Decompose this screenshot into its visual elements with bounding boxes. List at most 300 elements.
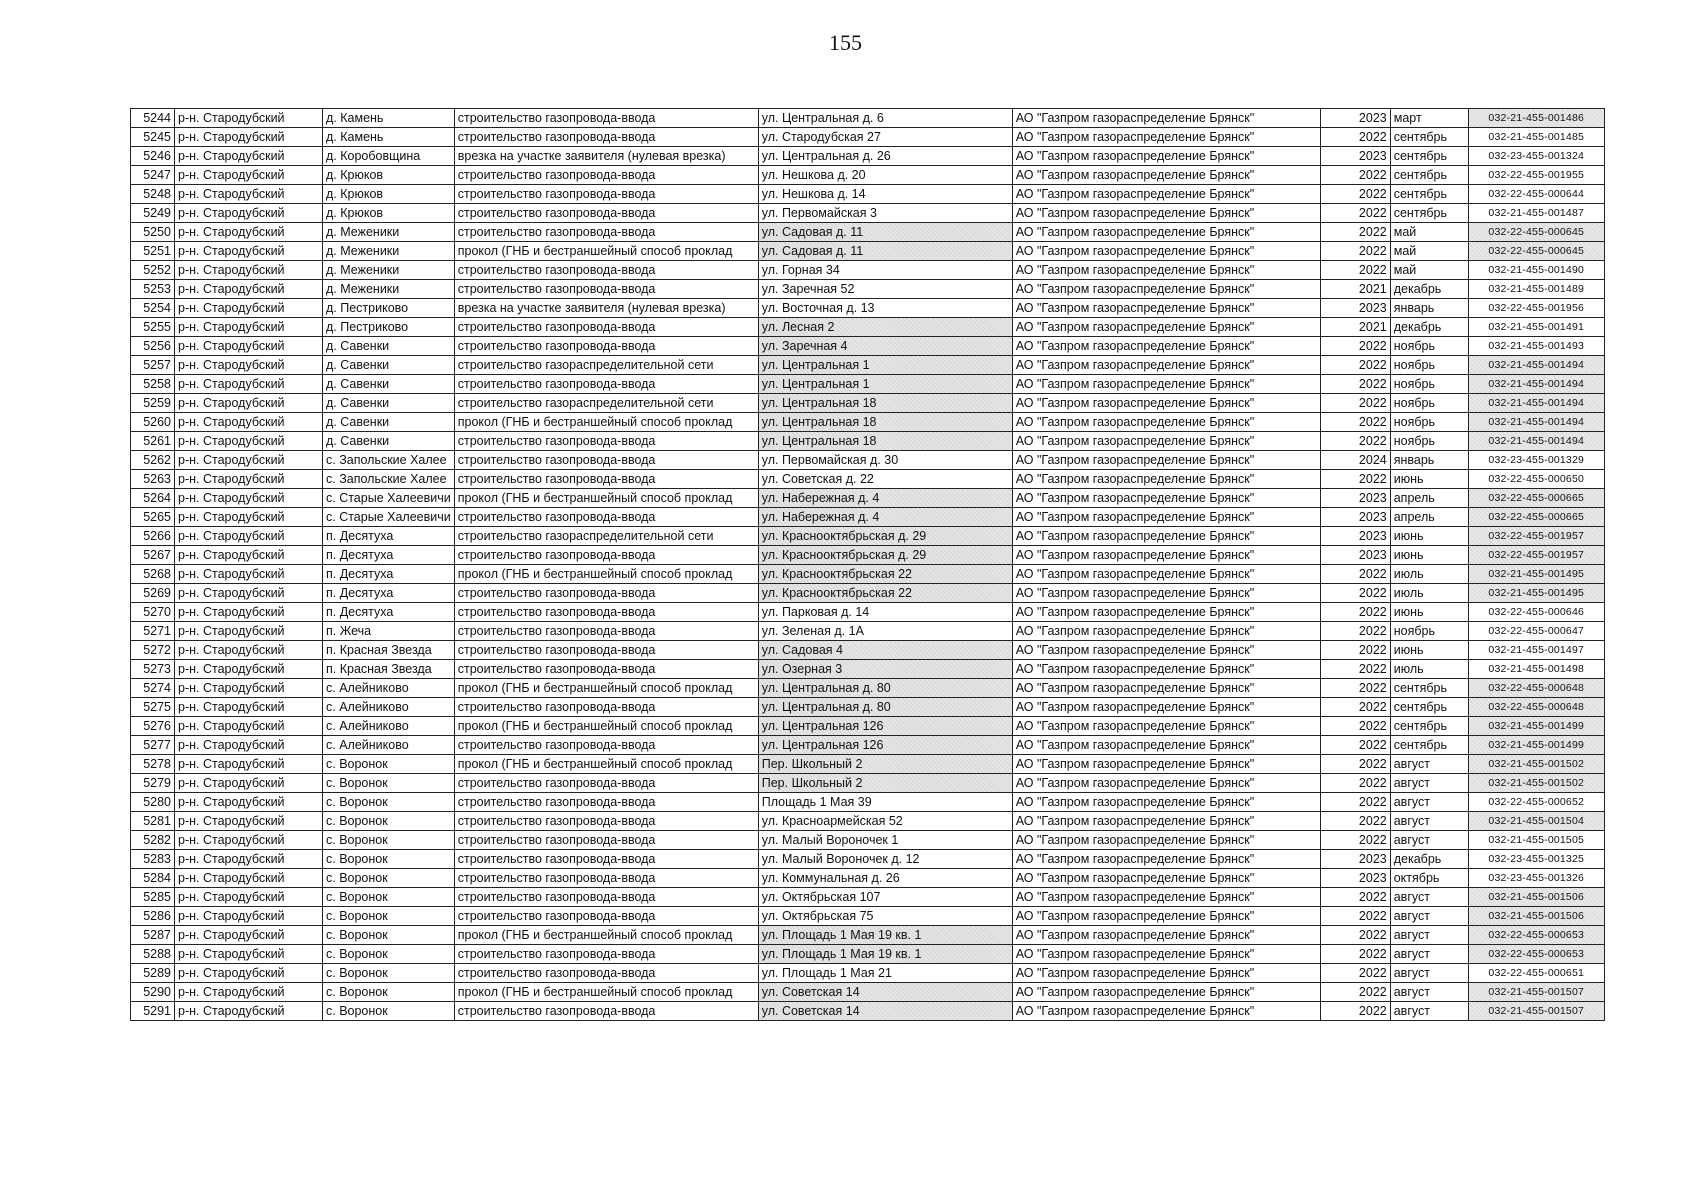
- organization-cell: АО "Газпром газораспределение Брянск": [1012, 888, 1320, 907]
- year-cell: 2022: [1320, 356, 1390, 375]
- locality-cell: с. Воронок: [323, 793, 455, 812]
- district-cell: р-н. Стародубский: [175, 698, 323, 717]
- work-type-cell: строительство газопровода-ввода: [454, 204, 758, 223]
- code-cell: 032-22-455-001957: [1468, 546, 1604, 565]
- district-cell: р-н. Стародубский: [175, 622, 323, 641]
- district-cell: р-н. Стародубский: [175, 223, 323, 242]
- month-cell: июль: [1390, 660, 1468, 679]
- district-cell: р-н. Стародубский: [175, 546, 323, 565]
- locality-cell: д. Меженики: [323, 223, 455, 242]
- district-cell: р-н. Стародубский: [175, 318, 323, 337]
- code-cell: 032-21-455-001507: [1468, 983, 1604, 1002]
- month-cell: ноябрь: [1390, 432, 1468, 451]
- table-row: [131, 755, 1605, 774]
- year-cell: 2022: [1320, 888, 1390, 907]
- locality-cell: п. Десятуха: [323, 546, 455, 565]
- code-cell: 032-21-455-001494: [1468, 394, 1604, 413]
- work-type-cell: прокол (ГНБ и бестраншейный способ проклад: [454, 926, 758, 945]
- month-cell: август: [1390, 926, 1468, 945]
- address-cell: ул. Центральная 18: [758, 432, 1012, 451]
- district-cell: р-н. Стародубский: [175, 470, 323, 489]
- code-cell: 032-22-455-000645: [1468, 223, 1604, 242]
- year-cell: 2022: [1320, 242, 1390, 261]
- work-type-cell: строительство газопровода-ввода: [454, 698, 758, 717]
- district-cell: р-н. Стародубский: [175, 717, 323, 736]
- organization-cell: АО "Газпром газораспределение Брянск": [1012, 584, 1320, 603]
- month-cell: июнь: [1390, 546, 1468, 565]
- year-cell: 2022: [1320, 755, 1390, 774]
- work-type-cell: строительство газопровода-ввода: [454, 223, 758, 242]
- address-cell: ул. Центральная д. 26: [758, 147, 1012, 166]
- code-cell: 032-22-455-000646: [1468, 603, 1604, 622]
- table-row: [131, 375, 1605, 394]
- year-cell: 2022: [1320, 831, 1390, 850]
- registry-table-wrapper: [130, 108, 1605, 1021]
- table-row: [131, 166, 1605, 185]
- row-number-cell: 5253: [131, 280, 175, 299]
- address-cell: ул. Озерная 3: [758, 660, 1012, 679]
- organization-cell: АО "Газпром газораспределение Брянск": [1012, 223, 1320, 242]
- row-number-cell: 5248: [131, 185, 175, 204]
- table-row: [131, 736, 1605, 755]
- month-cell: ноябрь: [1390, 356, 1468, 375]
- table-row: [131, 1002, 1605, 1021]
- code-cell: 032-21-455-001489: [1468, 280, 1604, 299]
- table-row: [131, 204, 1605, 223]
- district-cell: р-н. Стародубский: [175, 907, 323, 926]
- address-cell: Площадь 1 Мая 39: [758, 793, 1012, 812]
- row-number-cell: 5289: [131, 964, 175, 983]
- row-number-cell: 5269: [131, 584, 175, 603]
- code-cell: 032-22-455-000653: [1468, 945, 1604, 964]
- district-cell: р-н. Стародубский: [175, 584, 323, 603]
- district-cell: р-н. Стародубский: [175, 945, 323, 964]
- locality-cell: с. Воронок: [323, 983, 455, 1002]
- locality-cell: д. Савенки: [323, 394, 455, 413]
- locality-cell: д. Савенки: [323, 337, 455, 356]
- year-cell: 2021: [1320, 280, 1390, 299]
- address-cell: ул. Заречная 4: [758, 337, 1012, 356]
- organization-cell: АО "Газпром газораспределение Брянск": [1012, 812, 1320, 831]
- address-cell: ул. Центральная д. 80: [758, 698, 1012, 717]
- year-cell: 2023: [1320, 147, 1390, 166]
- month-cell: декабрь: [1390, 850, 1468, 869]
- table-row: [131, 432, 1605, 451]
- locality-cell: с. Воронок: [323, 907, 455, 926]
- organization-cell: АО "Газпром газораспределение Брянск": [1012, 679, 1320, 698]
- organization-cell: АО "Газпром газораспределение Брянск": [1012, 242, 1320, 261]
- organization-cell: АО "Газпром газораспределение Брянск": [1012, 660, 1320, 679]
- address-cell: ул. Первомайская 3: [758, 204, 1012, 223]
- district-cell: р-н. Стародубский: [175, 185, 323, 204]
- district-cell: р-н. Стародубский: [175, 831, 323, 850]
- district-cell: р-н. Стародубский: [175, 413, 323, 432]
- organization-cell: АО "Газпром газораспределение Брянск": [1012, 793, 1320, 812]
- address-cell: ул. Центральная 1: [758, 375, 1012, 394]
- locality-cell: д. Камень: [323, 128, 455, 147]
- district-cell: р-н. Стародубский: [175, 128, 323, 147]
- row-number-cell: 5287: [131, 926, 175, 945]
- district-cell: р-н. Стародубский: [175, 508, 323, 527]
- month-cell: сентябрь: [1390, 204, 1468, 223]
- table-row: [131, 299, 1605, 318]
- row-number-cell: 5281: [131, 812, 175, 831]
- year-cell: 2022: [1320, 204, 1390, 223]
- work-type-cell: строительство газопровода-ввода: [454, 831, 758, 850]
- table-row: [131, 660, 1605, 679]
- work-type-cell: строительство газопровода-ввода: [454, 812, 758, 831]
- month-cell: август: [1390, 983, 1468, 1002]
- organization-cell: АО "Газпром газораспределение Брянск": [1012, 261, 1320, 280]
- month-cell: август: [1390, 831, 1468, 850]
- code-cell: 032-22-455-001956: [1468, 299, 1604, 318]
- locality-cell: д. Крюков: [323, 185, 455, 204]
- organization-cell: АО "Газпром газораспределение Брянск": [1012, 185, 1320, 204]
- locality-cell: д. Савенки: [323, 432, 455, 451]
- year-cell: 2022: [1320, 584, 1390, 603]
- registry-table: [130, 108, 1605, 1021]
- month-cell: ноябрь: [1390, 413, 1468, 432]
- district-cell: р-н. Стародубский: [175, 147, 323, 166]
- address-cell: ул. Зеленая д. 1А: [758, 622, 1012, 641]
- address-cell: ул. Октябрьская 107: [758, 888, 1012, 907]
- locality-cell: п. Десятуха: [323, 584, 455, 603]
- organization-cell: АО "Газпром газораспределение Брянск": [1012, 850, 1320, 869]
- work-type-cell: прокол (ГНБ и бестраншейный способ проклад: [454, 489, 758, 508]
- organization-cell: АО "Газпром газораспределение Брянск": [1012, 736, 1320, 755]
- year-cell: 2022: [1320, 603, 1390, 622]
- code-cell: 032-22-455-000652: [1468, 793, 1604, 812]
- table-row: [131, 679, 1605, 698]
- row-number-cell: 5266: [131, 527, 175, 546]
- organization-cell: АО "Газпром газораспределение Брянск": [1012, 508, 1320, 527]
- district-cell: р-н. Стародубский: [175, 641, 323, 660]
- district-cell: р-н. Стародубский: [175, 489, 323, 508]
- address-cell: ул. Парковая д. 14: [758, 603, 1012, 622]
- work-type-cell: строительство газораспределительной сети: [454, 394, 758, 413]
- district-cell: р-н. Стародубский: [175, 109, 323, 128]
- district-cell: р-н. Стародубский: [175, 242, 323, 261]
- organization-cell: АО "Газпром газораспределение Брянск": [1012, 394, 1320, 413]
- year-cell: 2024: [1320, 451, 1390, 470]
- table-row: [131, 337, 1605, 356]
- work-type-cell: строительство газопровода-ввода: [454, 736, 758, 755]
- row-number-cell: 5285: [131, 888, 175, 907]
- row-number-cell: 5280: [131, 793, 175, 812]
- locality-cell: д. Пестриково: [323, 318, 455, 337]
- address-cell: ул. Первомайская д. 30: [758, 451, 1012, 470]
- month-cell: август: [1390, 755, 1468, 774]
- code-cell: 032-23-455-001325: [1468, 850, 1604, 869]
- code-cell: 032-21-455-001506: [1468, 888, 1604, 907]
- code-cell: 032-21-455-001502: [1468, 774, 1604, 793]
- row-number-cell: 5276: [131, 717, 175, 736]
- locality-cell: д. Коробовщина: [323, 147, 455, 166]
- table-row: [131, 223, 1605, 242]
- table-row: [131, 565, 1605, 584]
- organization-cell: АО "Газпром газораспределение Брянск": [1012, 1002, 1320, 1021]
- month-cell: сентябрь: [1390, 185, 1468, 204]
- table-row: [131, 774, 1605, 793]
- table-body: [131, 109, 1605, 1021]
- month-cell: декабрь: [1390, 280, 1468, 299]
- code-cell: 032-22-455-000653: [1468, 926, 1604, 945]
- address-cell: ул. Горная 34: [758, 261, 1012, 280]
- row-number-cell: 5277: [131, 736, 175, 755]
- year-cell: 2022: [1320, 717, 1390, 736]
- district-cell: р-н. Стародубский: [175, 375, 323, 394]
- year-cell: 2022: [1320, 223, 1390, 242]
- organization-cell: АО "Газпром газораспределение Брянск": [1012, 356, 1320, 375]
- row-number-cell: 5261: [131, 432, 175, 451]
- year-cell: 2022: [1320, 470, 1390, 489]
- address-cell: ул. Краснооктябрьская д. 29: [758, 527, 1012, 546]
- locality-cell: п. Десятуха: [323, 527, 455, 546]
- code-cell: 032-21-455-001507: [1468, 1002, 1604, 1021]
- code-cell: 032-22-455-000644: [1468, 185, 1604, 204]
- locality-cell: д. Савенки: [323, 375, 455, 394]
- work-type-cell: строительство газопровода-ввода: [454, 888, 758, 907]
- table-row: [131, 641, 1605, 660]
- row-number-cell: 5288: [131, 945, 175, 964]
- organization-cell: АО "Газпром газораспределение Брянск": [1012, 109, 1320, 128]
- organization-cell: АО "Газпром газораспределение Брянск": [1012, 869, 1320, 888]
- code-cell: 032-23-455-001324: [1468, 147, 1604, 166]
- table-row: [131, 869, 1605, 888]
- address-cell: ул. Советская 14: [758, 1002, 1012, 1021]
- organization-cell: АО "Газпром газораспределение Брянск": [1012, 717, 1320, 736]
- row-number-cell: 5279: [131, 774, 175, 793]
- locality-cell: д. Савенки: [323, 356, 455, 375]
- locality-cell: д. Меженики: [323, 280, 455, 299]
- address-cell: ул. Центральная 126: [758, 717, 1012, 736]
- table-row: [131, 964, 1605, 983]
- month-cell: сентябрь: [1390, 679, 1468, 698]
- row-number-cell: 5245: [131, 128, 175, 147]
- code-cell: 032-22-455-000647: [1468, 622, 1604, 641]
- locality-cell: п. Красная Звезда: [323, 641, 455, 660]
- district-cell: р-н. Стародубский: [175, 812, 323, 831]
- year-cell: 2022: [1320, 926, 1390, 945]
- code-cell: 032-21-455-001494: [1468, 432, 1604, 451]
- organization-cell: АО "Газпром газораспределение Брянск": [1012, 451, 1320, 470]
- table-row: [131, 584, 1605, 603]
- district-cell: р-н. Стародубский: [175, 451, 323, 470]
- work-type-cell: строительство газопровода-ввода: [454, 128, 758, 147]
- address-cell: ул. Площадь 1 Мая 19 кв. 1: [758, 926, 1012, 945]
- district-cell: р-н. Стародубский: [175, 888, 323, 907]
- code-cell: 032-21-455-001499: [1468, 717, 1604, 736]
- address-cell: ул. Набережная д. 4: [758, 508, 1012, 527]
- organization-cell: АО "Газпром газораспределение Брянск": [1012, 413, 1320, 432]
- organization-cell: АО "Газпром газораспределение Брянск": [1012, 964, 1320, 983]
- year-cell: 2022: [1320, 166, 1390, 185]
- address-cell: ул. Заречная 52: [758, 280, 1012, 299]
- organization-cell: АО "Газпром газораспределение Брянск": [1012, 774, 1320, 793]
- month-cell: ноябрь: [1390, 622, 1468, 641]
- district-cell: р-н. Стародубский: [175, 261, 323, 280]
- row-number-cell: 5272: [131, 641, 175, 660]
- row-number-cell: 5275: [131, 698, 175, 717]
- year-cell: 2022: [1320, 261, 1390, 280]
- work-type-cell: строительство газопровода-ввода: [454, 622, 758, 641]
- organization-cell: АО "Газпром газораспределение Брянск": [1012, 470, 1320, 489]
- district-cell: р-н. Стародубский: [175, 964, 323, 983]
- code-cell: 032-22-455-000645: [1468, 242, 1604, 261]
- locality-cell: д. Крюков: [323, 204, 455, 223]
- work-type-cell: строительство газопровода-ввода: [454, 375, 758, 394]
- district-cell: р-н. Стародубский: [175, 869, 323, 888]
- organization-cell: АО "Газпром газораспределение Брянск": [1012, 546, 1320, 565]
- district-cell: р-н. Стародубский: [175, 166, 323, 185]
- district-cell: р-н. Стародубский: [175, 774, 323, 793]
- month-cell: июнь: [1390, 527, 1468, 546]
- locality-cell: с. Воронок: [323, 888, 455, 907]
- work-type-cell: строительство газопровода-ввода: [454, 451, 758, 470]
- row-number-cell: 5258: [131, 375, 175, 394]
- table-row: [131, 280, 1605, 299]
- address-cell: ул. Стародубская 27: [758, 128, 1012, 147]
- locality-cell: д. Камень: [323, 109, 455, 128]
- locality-cell: д. Меженики: [323, 242, 455, 261]
- work-type-cell: строительство газопровода-ввода: [454, 166, 758, 185]
- work-type-cell: строительство газопровода-ввода: [454, 109, 758, 128]
- work-type-cell: строительство газопровода-ввода: [454, 774, 758, 793]
- row-number-cell: 5247: [131, 166, 175, 185]
- address-cell: ул. Лесная 2: [758, 318, 1012, 337]
- month-cell: август: [1390, 1002, 1468, 1021]
- row-number-cell: 5263: [131, 470, 175, 489]
- code-cell: 032-21-455-001497: [1468, 641, 1604, 660]
- row-number-cell: 5260: [131, 413, 175, 432]
- year-cell: 2022: [1320, 698, 1390, 717]
- district-cell: р-н. Стародубский: [175, 394, 323, 413]
- address-cell: ул. Нешкова д. 14: [758, 185, 1012, 204]
- address-cell: ул. Краснооктябрьская 22: [758, 565, 1012, 584]
- work-type-cell: строительство газопровода-ввода: [454, 945, 758, 964]
- month-cell: август: [1390, 907, 1468, 926]
- month-cell: июль: [1390, 584, 1468, 603]
- work-type-cell: прокол (ГНБ и бестраншейный способ проклад: [454, 983, 758, 1002]
- row-number-cell: 5268: [131, 565, 175, 584]
- address-cell: ул. Краснооктябрьская д. 29: [758, 546, 1012, 565]
- district-cell: р-н. Стародубский: [175, 793, 323, 812]
- row-number-cell: 5291: [131, 1002, 175, 1021]
- table-row: [131, 793, 1605, 812]
- row-number-cell: 5252: [131, 261, 175, 280]
- locality-cell: с. Алейниково: [323, 679, 455, 698]
- month-cell: июнь: [1390, 470, 1468, 489]
- address-cell: ул. Красноармейская 52: [758, 812, 1012, 831]
- code-cell: 032-21-455-001498: [1468, 660, 1604, 679]
- year-cell: 2022: [1320, 185, 1390, 204]
- organization-cell: АО "Газпром газораспределение Брянск": [1012, 907, 1320, 926]
- code-cell: 032-21-455-001499: [1468, 736, 1604, 755]
- organization-cell: АО "Газпром газораспределение Брянск": [1012, 147, 1320, 166]
- code-cell: 032-21-455-001502: [1468, 755, 1604, 774]
- year-cell: 2022: [1320, 641, 1390, 660]
- year-cell: 2022: [1320, 983, 1390, 1002]
- organization-cell: АО "Газпром газораспределение Брянск": [1012, 755, 1320, 774]
- year-cell: 2021: [1320, 318, 1390, 337]
- organization-cell: АО "Газпром газораспределение Брянск": [1012, 983, 1320, 1002]
- organization-cell: АО "Газпром газораспределение Брянск": [1012, 565, 1320, 584]
- year-cell: 2022: [1320, 793, 1390, 812]
- organization-cell: АО "Газпром газораспределение Брянск": [1012, 945, 1320, 964]
- organization-cell: АО "Газпром газораспределение Брянск": [1012, 603, 1320, 622]
- table-row: [131, 508, 1605, 527]
- organization-cell: АО "Газпром газораспределение Брянск": [1012, 698, 1320, 717]
- row-number-cell: 5255: [131, 318, 175, 337]
- month-cell: июль: [1390, 565, 1468, 584]
- address-cell: ул. Восточная д. 13: [758, 299, 1012, 318]
- locality-cell: с. Старые Халеевичи: [323, 508, 455, 527]
- row-number-cell: 5284: [131, 869, 175, 888]
- month-cell: декабрь: [1390, 318, 1468, 337]
- table-row: [131, 147, 1605, 166]
- work-type-cell: строительство газопровода-ввода: [454, 964, 758, 983]
- organization-cell: АО "Газпром газораспределение Брянск": [1012, 622, 1320, 641]
- year-cell: 2023: [1320, 850, 1390, 869]
- address-cell: ул. Центральная 18: [758, 413, 1012, 432]
- organization-cell: АО "Газпром газораспределение Брянск": [1012, 128, 1320, 147]
- address-cell: ул. Краснооктябрьская 22: [758, 584, 1012, 603]
- code-cell: 032-22-455-000650: [1468, 470, 1604, 489]
- row-number-cell: 5259: [131, 394, 175, 413]
- organization-cell: АО "Газпром газораспределение Брянск": [1012, 375, 1320, 394]
- year-cell: 2023: [1320, 546, 1390, 565]
- row-number-cell: 5265: [131, 508, 175, 527]
- organization-cell: АО "Газпром газораспределение Брянск": [1012, 204, 1320, 223]
- work-type-cell: строительство газопровода-ввода: [454, 261, 758, 280]
- year-cell: 2023: [1320, 109, 1390, 128]
- row-number-cell: 5290: [131, 983, 175, 1002]
- year-cell: 2023: [1320, 299, 1390, 318]
- code-cell: 032-22-455-001955: [1468, 166, 1604, 185]
- table-row: [131, 926, 1605, 945]
- code-cell: 032-21-455-001490: [1468, 261, 1604, 280]
- table-row: [131, 451, 1605, 470]
- month-cell: апрель: [1390, 489, 1468, 508]
- code-cell: 032-21-455-001486: [1468, 109, 1604, 128]
- locality-cell: с. Воронок: [323, 850, 455, 869]
- work-type-cell: прокол (ГНБ и бестраншейный способ проклад: [454, 413, 758, 432]
- locality-cell: с. Воронок: [323, 831, 455, 850]
- code-cell: 032-23-455-001326: [1468, 869, 1604, 888]
- locality-cell: д. Савенки: [323, 413, 455, 432]
- table-row: [131, 546, 1605, 565]
- address-cell: ул. Садовая д. 11: [758, 223, 1012, 242]
- locality-cell: д. Пестриково: [323, 299, 455, 318]
- table-row: [131, 888, 1605, 907]
- organization-cell: АО "Газпром газораспределение Брянск": [1012, 432, 1320, 451]
- month-cell: август: [1390, 888, 1468, 907]
- year-cell: 2022: [1320, 1002, 1390, 1021]
- address-cell: ул. Садовая д. 11: [758, 242, 1012, 261]
- work-type-cell: прокол (ГНБ и бестраншейный способ проклад: [454, 565, 758, 584]
- month-cell: сентябрь: [1390, 166, 1468, 185]
- work-type-cell: врезка на участке заявителя (нулевая врезка): [454, 299, 758, 318]
- district-cell: р-н. Стародубский: [175, 983, 323, 1002]
- organization-cell: АО "Газпром газораспределение Брянск": [1012, 318, 1320, 337]
- year-cell: 2023: [1320, 527, 1390, 546]
- work-type-cell: строительство газопровода-ввода: [454, 318, 758, 337]
- year-cell: 2022: [1320, 964, 1390, 983]
- locality-cell: с. Воронок: [323, 926, 455, 945]
- row-number-cell: 5274: [131, 679, 175, 698]
- work-type-cell: врезка на участке заявителя (нулевая врезка): [454, 147, 758, 166]
- year-cell: 2022: [1320, 622, 1390, 641]
